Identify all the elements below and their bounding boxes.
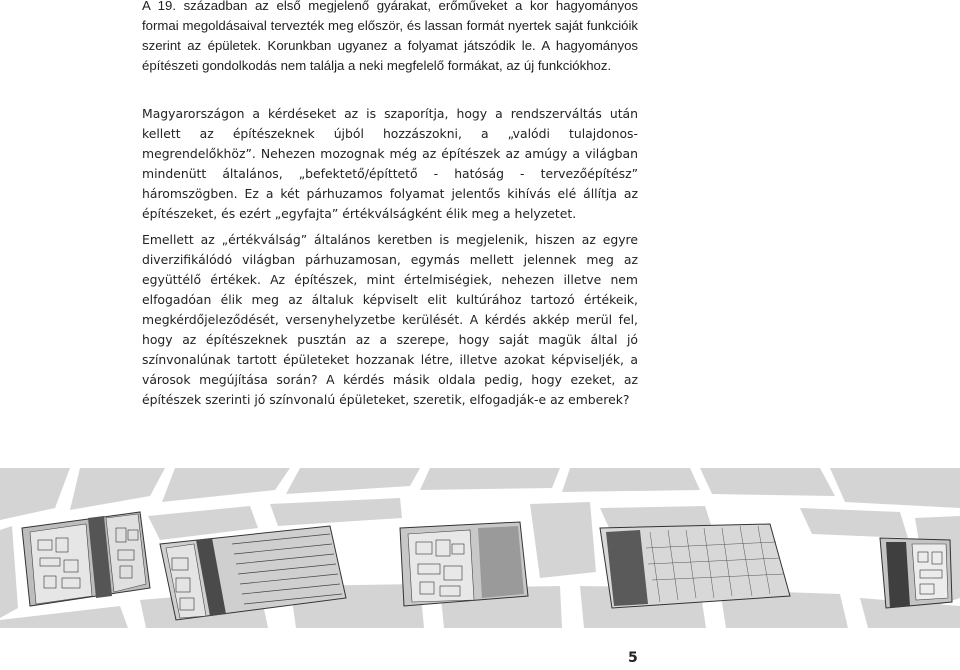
site-plan-center [400,522,528,606]
site-plan-right [880,538,952,608]
site-plan-right-center [600,524,790,608]
paragraph-2: Magyarországon a kérdéseket az is szaporítja, hogy a rendszerváltás után kellett az építészeknek újból hozzászokni, a „valódi tulajdonos-megrendelőkhöz”. Nehezen mozognak még az építészek az amúgy a világban mindenütt általános, „befektető/építtető - hatóság - tervezőépítész” háromszögben. Ez a két párhuzamos folyamat jelentős kihívás elé állítja az építészeket, és ezért „egyfajta” értékválságként élik meg a helyzetet. [142,106,638,221]
page-number: 5 [628,650,638,666]
paragraph-1: A 19. században az első megjelenő gyárakat, erőműveket a kor hagyományos formai megoldásaival tervezték meg először, és lassan formát nyertek saját funkcióik szerint az épületek. Korunkban ugyanez a folyamat játszódik le. A hagyományos építészeti gondolkodás nem találja a neki megfelelő formákat, az új funkciókhoz. [142,0,638,73]
paragraph-3: Emellett az „értékválság” általános keretben is megjelenik, hiszen az egyre diverzifikálódó világban párhuzamosan, egymás mellett jelennek meg az együttélő értékek. Az építészek, mint értelmiségiek, nehezen illetve nem elfogadóan élik meg az általuk képviselt elit kultúrához tartozó értékeik, megkérdőjeleződését, versenyhelyzetbe kerülését. A kérdés akkép merül fel, hogy az építészeknek pusztán az a szerepe, hogy saját magük által jó színvonalúnak tartott épületeket hozzanak létre, illetve azokat képviseljék, a városok megújítása során? A kérdés másik oldala pedig, hogy ezeket, az építészek szerinti jó színvonalú épületeket, szeretik, elfogadják-e az emberek? [142,232,638,407]
urban-plan-figure [0,468,960,628]
